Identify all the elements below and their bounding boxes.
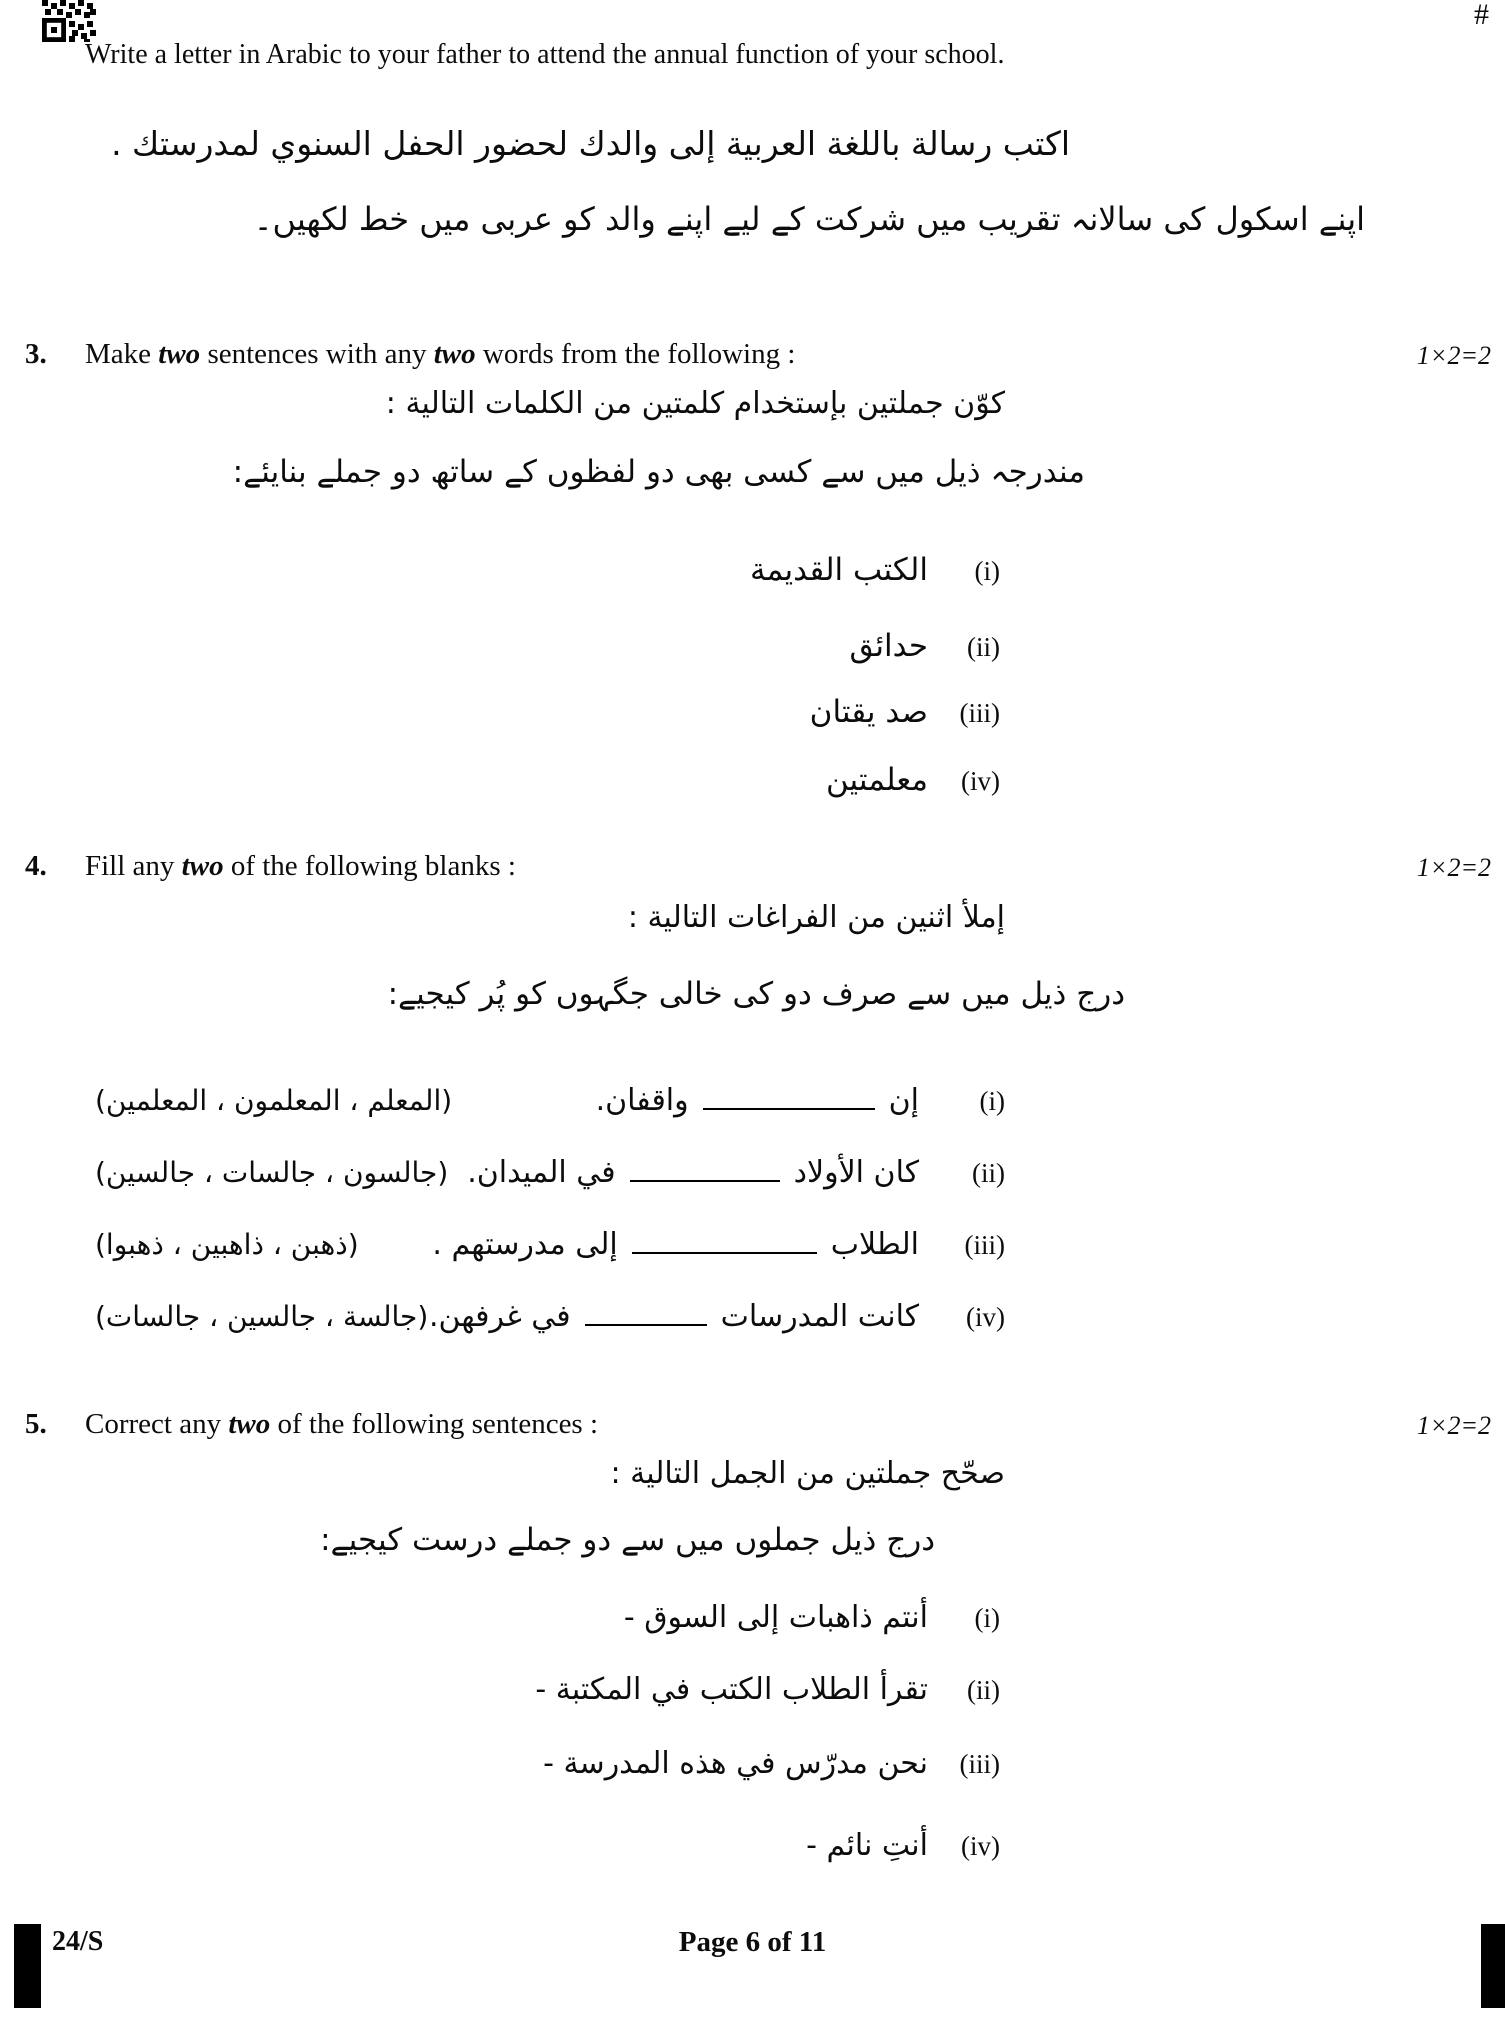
item-sentence: أنتِ نائم -: [806, 1828, 928, 1863]
blank-line: [630, 1146, 780, 1182]
q3-header-emph-2: two: [433, 338, 476, 370]
q5-item-iii: [543, 1746, 1000, 1781]
q4-header: [85, 850, 516, 883]
q3-item-ii: [849, 628, 1000, 664]
item-text-before-blank: إن: [888, 1083, 919, 1118]
q3-arabic-instruction: كوّن جملتين بإستخدام كلمتين من الكلمات التالية :: [385, 386, 1005, 421]
paper-code: 24/S: [52, 1926, 104, 1957]
q3-item-iii: [810, 694, 1000, 730]
q4-item-i: [95, 1074, 1005, 1118]
item-options: (جالسون ، جالسات ، جالسين): [95, 1156, 449, 1189]
item-word: حدائق: [849, 628, 928, 664]
q4-item-iii: [95, 1218, 1005, 1262]
q4-marks: 1×2=2: [1416, 853, 1491, 882]
q4-item-ii: [95, 1146, 1005, 1190]
item-numeral: (iii): [959, 1749, 1000, 1779]
item-sentence: [432, 1218, 1005, 1262]
q3-urdu-instruction: مندرجہ ذیل میں سے کسی بھی دو لفظوں کے ساتھ دو جملے بنایئے:: [232, 454, 1085, 490]
q4-urdu-instruction: درج ذیل میں سے صرف دو کی خالی جگہوں کو پُر کیجیے:: [387, 976, 1125, 1012]
item-text-after-blank: في الميدان.: [467, 1155, 616, 1190]
q4-header-text: Fill any: [85, 850, 182, 882]
q5-header-emph: two: [228, 1408, 271, 1440]
item-numeral: (i): [974, 1603, 1000, 1633]
q4-header-text-2: of the following blanks :: [223, 850, 516, 882]
item-numeral: (iv): [961, 766, 1000, 796]
item-options: (المعلم ، المعلمون ، المعلمين): [95, 1084, 453, 1117]
page-number: Page 6 of 11: [678, 1926, 827, 1958]
item-numeral: (iii): [964, 1230, 1005, 1260]
q4-item-iv: [95, 1290, 1005, 1334]
q5-urdu-instruction: درج ذیل جملوں میں سے دو جملے درست کیجیے:: [320, 1522, 935, 1558]
item-word: الكتب القديمة: [749, 552, 928, 588]
item-text-after-blank: واقفان.: [595, 1083, 689, 1118]
item-word: معلمتين: [825, 762, 928, 798]
item-numeral: (iv): [961, 1831, 1000, 1861]
q5-item-ii: [535, 1672, 1000, 1707]
q3-header: [85, 338, 795, 371]
q3-marks: 1×2=2: [1416, 341, 1491, 370]
q3-item-iv: [826, 762, 1000, 798]
item-sentence: [596, 1074, 1005, 1118]
q3-number: 3.: [25, 338, 47, 370]
item-numeral: (iii): [959, 698, 1000, 728]
item-sentence: تقرأ الطلاب الكتب في المكتبة -: [535, 1672, 928, 1707]
q5-header-text-2: of the following sentences :: [270, 1408, 599, 1440]
item-sentence: أنتم ذاهبات إلى السوق -: [623, 1600, 928, 1635]
q5-arabic-instruction: صحّح جملتين من الجمل التالية :: [610, 1456, 1005, 1491]
item-options: (ذهبن ، ذاهبين ، ذهبوا): [95, 1228, 359, 1261]
item-numeral: (ii): [967, 1675, 1000, 1705]
q5-item-i: [624, 1600, 1000, 1635]
item-numeral: (i): [979, 1086, 1005, 1116]
item-options: (جالسة ، جالسين ، جالسات): [95, 1300, 429, 1333]
page-hash-mark: #: [1474, 0, 1489, 31]
intro-english: Write a letter in Arabic to your father to attend the annual function of your school.: [85, 39, 1005, 70]
item-text-before-blank: الطلاب: [830, 1227, 919, 1262]
q3-header-emph-1: two: [158, 338, 201, 370]
intro-urdu: اپنے اسکول کی سالانہ تقریب میں شرکت کے لیے اپنے والد کو عربی میں خط لکھیں۔: [253, 200, 1365, 238]
blank-line: [632, 1218, 817, 1254]
item-sentence: [429, 1290, 1005, 1334]
q5-header: [85, 1408, 598, 1441]
q5-number: 5.: [25, 1408, 47, 1440]
item-text-before-blank: كانت المدرسات: [720, 1299, 919, 1334]
intro-arabic: اكتب رسالة باللغة العربية إلى والدك لحضور الحفل السنوي لمدرستك .: [111, 124, 1070, 163]
q3-header-text-2: sentences with any: [200, 338, 434, 370]
item-text-after-blank: في غرفهن.: [428, 1299, 571, 1334]
item-text-before-blank: كان الأولاد: [793, 1155, 919, 1190]
item-numeral: (i): [974, 556, 1000, 586]
item-numeral: (ii): [967, 632, 1000, 662]
item-text-after-blank: إلى مدرستهم .: [432, 1227, 618, 1262]
item-numeral: (ii): [972, 1158, 1005, 1188]
q5-marks: 1×2=2: [1416, 1411, 1491, 1440]
q5-header-text: Correct any: [85, 1408, 229, 1440]
item-numeral: (iv): [966, 1302, 1005, 1332]
q4-header-emph: two: [181, 850, 224, 882]
q3-item-i: [750, 552, 1000, 588]
blank-line: [703, 1074, 875, 1110]
q4-number: 4.: [25, 850, 47, 882]
q4-arabic-instruction: إملأ اثنين من الفراغات التالية :: [627, 900, 1005, 935]
item-sentence: نحن مدرّس في هذه المدرسة -: [543, 1746, 928, 1781]
q3-header-text: Make: [85, 338, 159, 370]
item-sentence: [467, 1146, 1005, 1190]
blank-line: [585, 1290, 707, 1326]
q5-item-iv: [806, 1828, 1000, 1863]
q3-header-text-3: words from the following :: [475, 338, 796, 370]
item-word: صد يقتان: [809, 694, 928, 730]
